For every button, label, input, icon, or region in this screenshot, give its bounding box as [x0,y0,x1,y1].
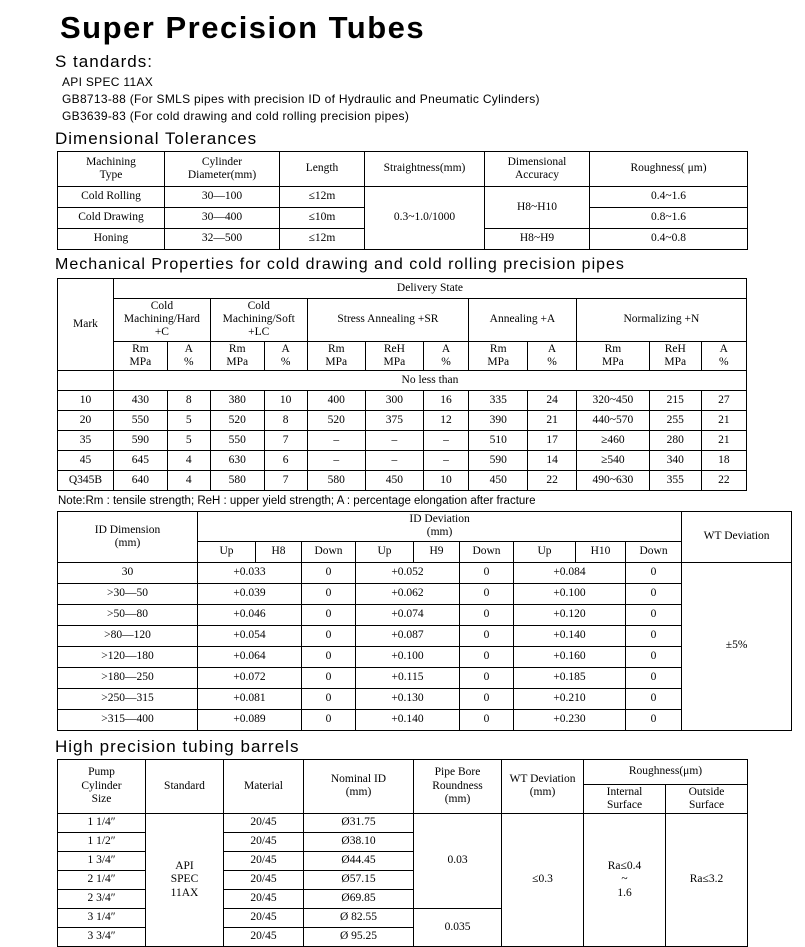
cell-h10-up: +0.210 [514,688,626,709]
cell-h10-up: +0.160 [514,646,626,667]
cell-wt-deviation: ≤0.3 [502,813,584,946]
cell-h9-down: 0 [460,583,514,604]
cell-value: 400 [307,391,365,411]
cell-wt-deviation-value: ±5% [682,562,792,730]
cell-size: 2 1/4″ [58,870,146,889]
cell-h9-up: +0.100 [356,646,460,667]
cell-h9-down: 0 [460,667,514,688]
cell-value: 450 [469,471,528,491]
cell-h9-up: +0.140 [356,709,460,730]
cell-value: 520 [307,411,365,431]
cell-h8-down: 0 [302,625,356,646]
cell-value: 375 [365,411,423,431]
cell-size: 2 3/4″ [58,889,146,908]
cell-value: 8 [167,391,210,411]
cell-value: 380 [210,391,264,411]
cell-material: 20/45 [224,813,304,832]
table-row [58,391,747,411]
mechanical-properties-heading: Mechanical Properties for cold drawing and cold rolling precision pipes [55,256,625,273]
col-a-sr: A % [423,341,468,370]
cell-id-dimension: >80—120 [58,625,198,646]
cell-id-dimension: 30 [58,562,198,583]
col-wt-deviation: WT Deviation [682,512,792,562]
cell-h9-up: +0.074 [356,604,460,625]
cell-value: – [365,431,423,451]
cell-value: 7 [264,471,307,491]
cell-h10-down: 0 [626,583,682,604]
cell-value: – [307,431,365,451]
cell-h10-down: 0 [626,709,682,730]
cell-h10-up: +0.230 [514,709,626,730]
cell-h10-down: 0 [626,625,682,646]
cell-value: 12 [423,411,468,431]
cell-value: 645 [113,451,167,471]
table-row [58,451,747,471]
cell-h8-up: +0.064 [198,646,302,667]
cell-value: 550 [210,431,264,451]
cell-empty [58,371,114,391]
col-length: Length [280,152,365,187]
cell-nominal-id: Ø 95.25 [304,927,414,946]
cell-length: ≤10m [280,208,365,229]
cell-h8-down: 0 [302,583,356,604]
cell-value: 255 [649,411,701,431]
table-header-row [58,512,792,541]
col-material: Material [224,759,304,813]
cell-value: 510 [469,431,528,451]
cell-h9-up: +0.115 [356,667,460,688]
cell-material: 20/45 [224,889,304,908]
table-header-row [58,279,747,299]
cell-h8-down: 0 [302,688,356,709]
table-row [58,471,747,491]
dimensional-tolerances-table [57,151,748,250]
cell-roundness: 0.03 [414,813,502,908]
cell-value: 550 [113,411,167,431]
col-rm-soft: Rm MPa [210,341,264,370]
cell-nominal-id: Ø31.75 [304,813,414,832]
cell-h10-down: 0 [626,646,682,667]
cell-mark: 35 [58,431,114,451]
cell-value: 27 [701,391,746,411]
table-row [58,813,748,832]
cell-diameter: 30—400 [165,208,280,229]
cell-nominal-id: Ø 82.55 [304,908,414,927]
cell-value: 5 [167,411,210,431]
group-stress-annealing: Stress Annealing +SR [307,299,468,342]
table-row [58,187,748,208]
table-row [58,709,792,730]
col-reh-n: ReH MPa [649,341,701,370]
table-row [58,646,792,667]
cell-delivery-state: Delivery State [113,279,746,299]
cell-diameter: 30—100 [165,187,280,208]
col-wt-deviation: WT Deviation (mm) [502,759,584,813]
cell-value: 16 [423,391,468,411]
cell-value: ≥540 [576,451,649,471]
col-h10-label: H10 [576,541,626,562]
col-h9-label: H9 [414,541,460,562]
group-normalizing: Normalizing +N [576,299,746,342]
cell-h8-up: +0.054 [198,625,302,646]
cell-straightness: 0.3~1.0/1000 [365,187,485,250]
col-rm-a: Rm MPa [469,341,528,370]
cell-h9-down: 0 [460,646,514,667]
cell-value: – [423,451,468,471]
cell-h9-up: +0.087 [356,625,460,646]
cell-value: 490~630 [576,471,649,491]
col-a-a: A % [528,341,576,370]
col-internal-surface: Internal Surface [584,784,666,813]
cell-nominal-id: Ø38.10 [304,832,414,851]
cell-value: 10 [423,471,468,491]
cell-size: 3 1/4″ [58,908,146,927]
cell-value: 520 [210,411,264,431]
col-rm-hard: Rm MPa [113,341,167,370]
cell-length: ≤12m [280,229,365,250]
col-dimensional-accuracy: Dimensional Accuracy [485,152,590,187]
cell-value: 450 [365,471,423,491]
col-h10-down: Down [626,541,682,562]
col-pump-cylinder-size: Pump Cylinder Size [58,759,146,813]
col-standard: Standard [146,759,224,813]
col-h9-up: Up [356,541,414,562]
cell-value: 21 [701,411,746,431]
cell-value: 590 [113,431,167,451]
mechanical-properties-table [57,278,747,491]
cell-h8-down: 0 [302,562,356,583]
cell-h9-up: +0.052 [356,562,460,583]
cell-value: 6 [264,451,307,471]
cell-value: 5 [167,431,210,451]
cell-roughness: 0.4~1.6 [590,187,748,208]
cell-h10-down: 0 [626,604,682,625]
cell-mark: 20 [58,411,114,431]
col-id-dimension: ID Dimension (mm) [58,512,198,562]
cell-h9-down: 0 [460,562,514,583]
table-row [58,625,792,646]
cell-value: – [365,451,423,471]
cell-roughness: 0.4~0.8 [590,229,748,250]
cell-type: Cold Drawing [58,208,165,229]
col-h9-down: Down [460,541,514,562]
col-rm-n: Rm MPa [576,341,649,370]
cell-value: 22 [528,471,576,491]
group-cold-machining-hard: Cold Machining/Hard +C [113,299,210,342]
cell-size: 1 1/2″ [58,832,146,851]
cell-value: 300 [365,391,423,411]
cell-material: 20/45 [224,851,304,870]
cell-h10-down: 0 [626,562,682,583]
cell-value: 8 [264,411,307,431]
cell-value: 630 [210,451,264,471]
tubing-barrels-table [57,759,748,947]
col-reh-sr: ReH MPa [365,341,423,370]
table-header-row [58,759,748,784]
cell-value: 440~570 [576,411,649,431]
table-row [58,562,792,583]
cell-h9-down: 0 [460,688,514,709]
dimensional-tolerances-heading: Dimensional Tolerances [55,129,258,148]
cell-type: Cold Rolling [58,187,165,208]
col-h8-down: Down [302,541,356,562]
cell-standard: API SPEC 11AX [146,813,224,946]
cell-value: 10 [264,391,307,411]
col-a-soft: A % [264,341,307,370]
cell-value: ≥460 [576,431,649,451]
cell-value: 21 [528,411,576,431]
col-nominal-id: Nominal ID (mm) [304,759,414,813]
table-row [58,667,792,688]
cell-id-dimension: >250—315 [58,688,198,709]
mechanical-note: Note:Rm : tensile strength; ReH : upper yield strength; A : percentage elongation after fracture [58,495,536,508]
cell-value: – [423,431,468,451]
col-straightness: Straightness(mm) [365,152,485,187]
cell-nominal-id: Ø57.15 [304,870,414,889]
cell-value: 335 [469,391,528,411]
cell-h10-down: 0 [626,688,682,709]
col-machining-type: Machining Type [58,152,165,187]
table-header-row [58,299,747,342]
cell-roundness: 0.035 [414,908,502,946]
col-a-n: A % [701,341,746,370]
table-row [58,688,792,709]
cell-value: 320~450 [576,391,649,411]
cell-material: 20/45 [224,927,304,946]
col-roughness: Roughness(μm) [584,759,748,784]
cell-value: 4 [167,471,210,491]
cell-value: 390 [469,411,528,431]
id-deviation-table [57,511,792,730]
standard-line-3: GB3639-83 (For cold drawing and cold rolling precision pipes) [62,109,410,123]
col-h10-up: Up [514,541,576,562]
col-cylinder-diameter: Cylinder Diameter(mm) [165,152,280,187]
cell-outside-surface: Ra≤3.2 [666,813,748,946]
cell-value: – [307,451,365,471]
cell-nominal-id: Ø69.85 [304,889,414,908]
group-annealing: Annealing +A [469,299,577,342]
cell-material: 20/45 [224,870,304,889]
col-pipe-bore-roundness: Pipe Bore Roundness (mm) [414,759,502,813]
cell-no-less-than: No less than [113,371,746,391]
col-rm-sr: Rm MPa [307,341,365,370]
cell-h9-down: 0 [460,604,514,625]
table-row [58,411,747,431]
cell-value: 17 [528,431,576,451]
cell-type: Honing [58,229,165,250]
cell-value: 340 [649,451,701,471]
cell-mark: 10 [58,391,114,411]
cell-internal-surface: Ra≤0.4 ~ 1.6 [584,813,666,946]
page-title: Super Precision Tubes [60,10,426,45]
cell-value: 21 [701,431,746,451]
cell-h8-down: 0 [302,646,356,667]
cell-value: 430 [113,391,167,411]
cell-material: 20/45 [224,908,304,927]
col-roughness: Roughness( μm) [590,152,748,187]
cell-length: ≤12m [280,187,365,208]
cell-size: 1 3/4″ [58,851,146,870]
cell-h9-down: 0 [460,625,514,646]
cell-accuracy-h8-h10: H8~H10 [485,187,590,229]
cell-h8-down: 0 [302,709,356,730]
table-row [58,431,747,451]
col-outside-surface: Outside Surface [666,784,748,813]
cell-mark-header: Mark [58,279,114,371]
cell-accuracy-h8-h9: H8~H9 [485,229,590,250]
cell-value: 18 [701,451,746,471]
cell-h10-up: +0.120 [514,604,626,625]
table-header-row [58,152,748,187]
cell-value: 4 [167,451,210,471]
group-cold-machining-soft: Cold Machining/Soft +LC [210,299,307,342]
cell-value: 280 [649,431,701,451]
cell-h8-up: +0.046 [198,604,302,625]
standards-heading: S tandards: [55,52,153,71]
cell-mark: 45 [58,451,114,471]
table-row [58,604,792,625]
cell-value: 22 [701,471,746,491]
cell-h8-down: 0 [302,667,356,688]
cell-value: 355 [649,471,701,491]
document-page [0,10,805,943]
cell-h10-up: +0.084 [514,562,626,583]
cell-material: 20/45 [224,832,304,851]
cell-h9-up: +0.062 [356,583,460,604]
cell-value: 580 [307,471,365,491]
cell-value: 640 [113,471,167,491]
cell-h8-up: +0.089 [198,709,302,730]
cell-value: 24 [528,391,576,411]
cell-h8-up: +0.081 [198,688,302,709]
cell-id-dimension: >30—50 [58,583,198,604]
cell-h10-up: +0.100 [514,583,626,604]
cell-h10-up: +0.185 [514,667,626,688]
col-h8-label: H8 [256,541,302,562]
cell-h8-up: +0.072 [198,667,302,688]
cell-h8-up: +0.033 [198,562,302,583]
col-h8-up: Up [198,541,256,562]
standard-line-2: GB8713-88 (For SMLS pipes with precision ID of Hydraulic and Pneumatic Cylinders) [62,92,540,106]
cell-id-dimension: >50—80 [58,604,198,625]
cell-diameter: 32—500 [165,229,280,250]
cell-value: 7 [264,431,307,451]
standard-line-1: API SPEC 11AX [62,75,154,89]
cell-size: 1 1/4″ [58,813,146,832]
table-row [58,583,792,604]
cell-value: 14 [528,451,576,471]
cell-value: 590 [469,451,528,471]
cell-id-dimension: >315—400 [58,709,198,730]
table-subheader-row [58,371,747,391]
cell-mark: Q345B [58,471,114,491]
col-id-deviation: ID Deviation (mm) [198,512,682,541]
cell-h10-up: +0.140 [514,625,626,646]
cell-h9-down: 0 [460,709,514,730]
table-header-row [58,341,747,370]
col-a-hard: A % [167,341,210,370]
cell-h9-up: +0.130 [356,688,460,709]
cell-size: 3 3/4″ [58,927,146,946]
cell-nominal-id: Ø44.45 [304,851,414,870]
cell-value: 580 [210,471,264,491]
cell-h8-up: +0.039 [198,583,302,604]
cell-h8-down: 0 [302,604,356,625]
cell-roughness: 0.8~1.6 [590,208,748,229]
cell-h10-down: 0 [626,667,682,688]
cell-value: 215 [649,391,701,411]
barrels-heading: High precision tubing barrels [55,736,300,756]
cell-id-dimension: >180—250 [58,667,198,688]
cell-id-dimension: >120—180 [58,646,198,667]
